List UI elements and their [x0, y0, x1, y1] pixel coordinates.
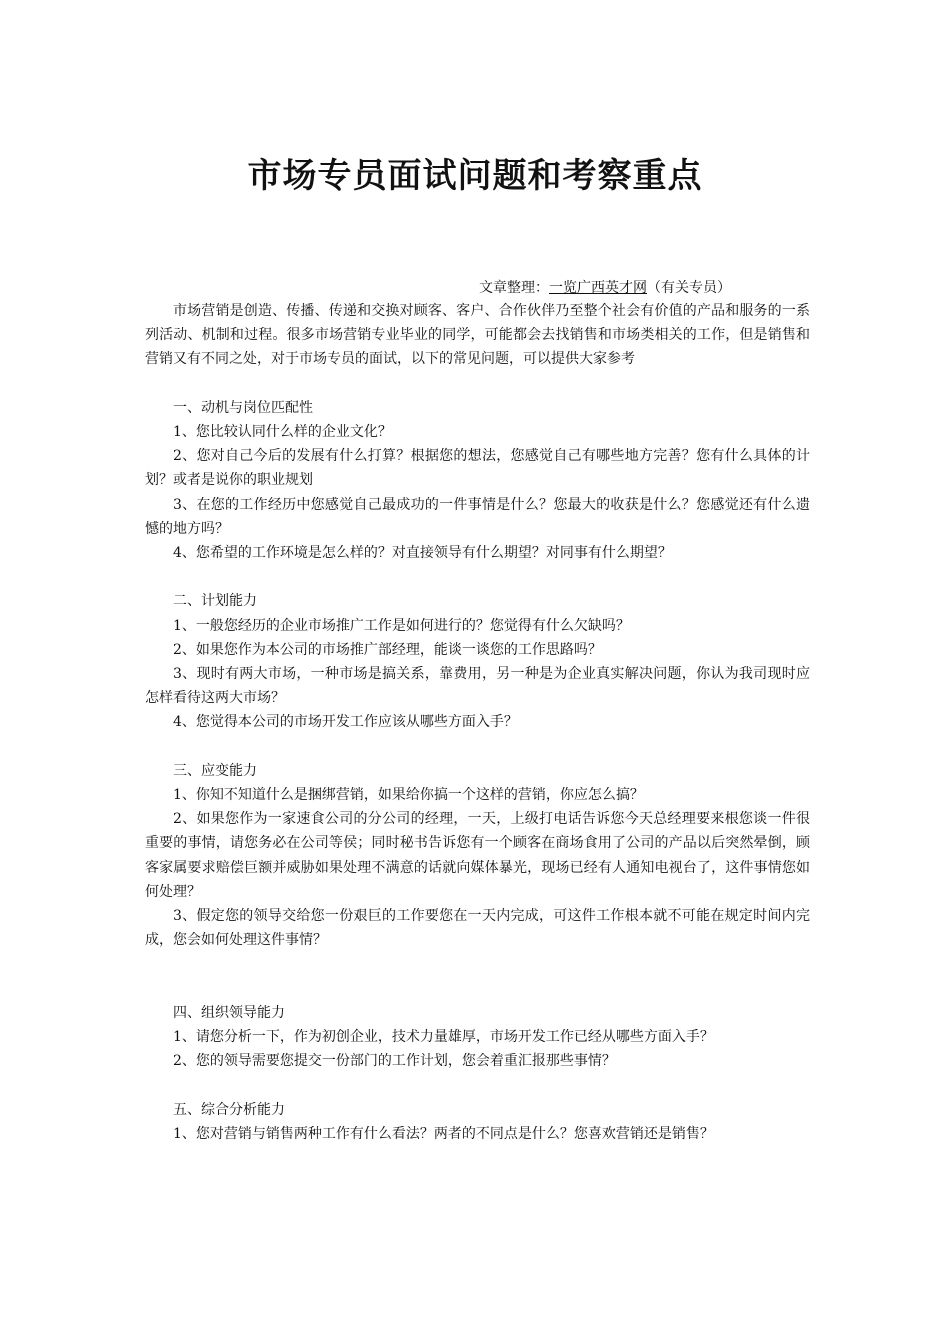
spacer	[145, 952, 810, 1000]
section-heading: 五、综合分析能力	[173, 1101, 285, 1118]
byline-suffix: （有关专员）	[647, 280, 731, 296]
source-site-link[interactable]: 一览广西英才网	[549, 280, 647, 296]
question-item: 1、您对营销与销售两种工作有什么看法？两者的不同点是什么？您喜欢营销还是销售？	[173, 1125, 714, 1142]
document-title: 市场专员面试问题和考察重点	[247, 156, 703, 196]
section-heading: 四、组织领导能力	[173, 1004, 285, 1021]
spacer	[145, 1073, 810, 1097]
question-item: 2、您的领导需要您提交一份部门的工作计划，您会着重汇报那些事情？	[173, 1053, 616, 1070]
section-heading: 一、动机与岗位匹配性	[173, 399, 313, 416]
question-item: 3、在您的工作经历中您感觉自己最成功的一件事情是什么？您最大的收获是什么？您感觉还有什么遗憾的地方吗？	[145, 496, 810, 537]
question-item: 2、您对自己今后的发展有什么打算？根据您的想法，您感觉自己有哪些地方完善？您有什么具体的计划？或者是说你的职业规划	[145, 448, 810, 489]
question-item: 1、你知不知道什么是捆绑营销，如果给你搞一个这样的营销，你应怎么搞？	[173, 787, 644, 804]
spacer	[145, 735, 810, 759]
document-body	[145, 299, 810, 1146]
question-item: 3、现时有两大市场，一种市场是搞关系，靠费用，另一种是为企业真实解决问题，你认为我司现时应怎样看待这两大市场？	[145, 666, 810, 707]
question-item: 3、假定您的领导交给您一份艰巨的工作要您在一天内完成，可这件工作根本就不可能在规定时间内完成，您会如何处理这件事情？	[145, 908, 810, 949]
section-heading: 三、应变能力	[173, 762, 257, 779]
question-item: 1、请您分析一下，作为初创企业，技术力量雄厚，市场开发工作已经从哪些方面入手？	[173, 1029, 714, 1046]
spacer	[145, 372, 810, 396]
byline-prefix: 文章整理：	[479, 280, 549, 296]
question-item: 4、您觉得本公司的市场开发工作应该从哪些方面入手？	[173, 714, 518, 731]
question-item: 2、如果您作为本公司的市场推广部经理，能谈一谈您的工作思路吗？	[173, 641, 602, 658]
question-item: 1、您比较认同什么样的企业文化？	[173, 424, 392, 440]
byline	[479, 276, 731, 300]
question-item: 1、一般您经历的企业市场推广工作是如何进行的？您觉得有什么欠缺吗？	[173, 617, 630, 634]
section-heading: 二、计划能力	[173, 593, 257, 610]
intro-paragraph: 市场营销是创造、传播、传递和交换对顾客、客户、合作伙伴乃至整个社会有价值的产品和服务的一系列活动、机制和过程。很多市场营销专业毕业的同学，可能都会去找销售和市场类相关的工作，但是销售和营销又有不同之处，对于市场专员的面试，以下的常见问题，可以提供大家参考	[145, 303, 810, 368]
spacer	[145, 565, 810, 589]
question-item: 4、您希望的工作环境是怎么样的？对直接领导有什么期望？对同事有什么期望？	[173, 545, 672, 562]
question-item: 2、如果您作为一家速食公司的分公司的经理，一天，上级打电话告诉您今天总经理要来根您谈一件很重要的事情，请您务必在公司等侯；同时秘书告诉您有一个顾客在商场食用了公司的产品以后突然晕倒，顾客家属要求赔偿巨额并威胁如果处理不满意的话就向媒体暴光，现场已经有人通知电视台了，这件事情您如何处理？	[145, 811, 810, 900]
